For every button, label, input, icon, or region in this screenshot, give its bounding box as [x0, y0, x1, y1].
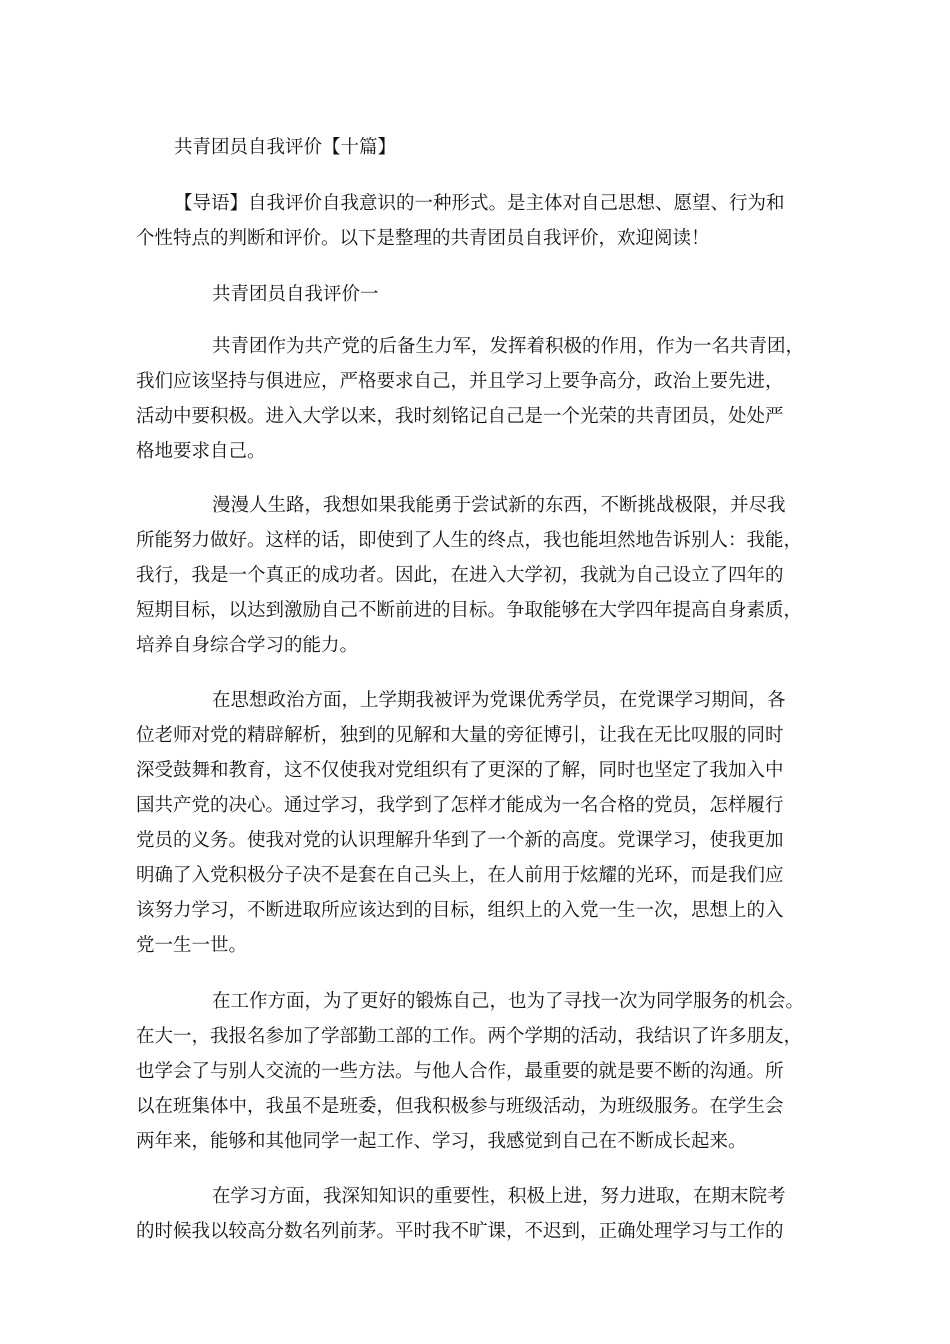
paragraph-line: 党一生一世。	[136, 935, 248, 956]
paragraph-line: 共青团作为共产党的后备生力军，发挥着积极的作用，作为一名共青团，	[212, 336, 805, 357]
paragraph-line: 的时候我以较高分数名列前茅。平时我不旷课，不迟到，正确处理学习与工作的	[136, 1221, 784, 1242]
paragraph-line: 也学会了与别人交流的一些方法。与他人合作，最重要的就是要不断的沟通。所	[136, 1061, 784, 1082]
paragraph-line: 漫漫人生路，我想如果我能勇于尝试新的东西，不断挑战极限，并尽我	[212, 495, 786, 516]
paragraph-line: 国共产党的决心。通过学习，我学到了怎样才能成为一名合格的党员，怎样履行	[136, 795, 784, 816]
paragraph-line: 格地要求自己。	[136, 441, 266, 462]
paragraph-line: 明确了入党积极分子决不是套在自己头上，在人前用于炫耀的光环，而是我们应	[136, 865, 784, 886]
intro-line: 个性特点的判断和评价。以下是整理的共青团员自我评价，欢迎阅读！	[136, 228, 710, 249]
paragraph-line: 所能努力做好。这样的话，即使到了人生的终点，我也能坦然地告诉别人：我能，	[136, 530, 803, 551]
paragraph-line: 位老师对党的精辟解析，独到的见解和大量的旁征博引，让我在无比叹服的同时	[136, 725, 784, 746]
paragraph-line: 党员的义务。使我对党的认识理解升华到了一个新的高度。党课学习，使我更加	[136, 830, 784, 851]
paragraph-line: 在工作方面，为了更好的锻炼自己，也为了寻找一次为同学服务的机会。	[212, 991, 805, 1012]
paragraph-line: 培养自身综合学习的能力。	[136, 635, 359, 656]
paragraph-line: 我行，我是一个真正的成功者。因此，在进入大学初，我就为自己设立了四年的	[136, 565, 784, 586]
paragraph-line: 在学习方面，我深知知识的重要性，积极上进，努力进取，在期末院考	[212, 1186, 786, 1207]
paragraph-line: 活动中要积极。进入大学以来，我时刻铭记自己是一个光荣的共青团员，处处严	[136, 406, 784, 427]
paragraph-line: 该努力学习，不断进取所应该达到的目标，组织上的入党一生一次，思想上的入	[136, 900, 784, 921]
document-title: 共青团员自我评价【十篇】	[174, 137, 397, 158]
paragraph-line: 短期目标，以达到激励自己不断前进的目标。争取能够在大学四年提高自身素质，	[136, 600, 803, 621]
intro-line: 【导语】自我评价自我意识的一种形式。是主体对自己思想、愿望、行为和	[174, 193, 785, 214]
paragraph-line: 我们应该坚持与俱进应，严格要求自己，并且学习上要争高分，政治上要先进，	[136, 371, 784, 392]
section-heading: 共青团员自我评价一	[212, 284, 379, 305]
paragraph-line: 以在班集体中，我虽不是班委，但我积极参与班级活动，为班级服务。在学生会	[136, 1096, 784, 1117]
paragraph-line: 两年来，能够和其他同学一起工作、学习，我感觉到自己在不断成长起来。	[136, 1131, 747, 1152]
paragraph-line: 在大一，我报名参加了学部勤工部的工作。两个学期的活动，我结识了许多朋友，	[136, 1026, 803, 1047]
paragraph-line: 在思想政治方面，上学期我被评为党课优秀学员，在党课学习期间，各	[212, 690, 786, 711]
paragraph-line: 深受鼓舞和教育，这不仅使我对党组织有了更深的了解，同时也坚定了我加入中	[136, 760, 784, 781]
